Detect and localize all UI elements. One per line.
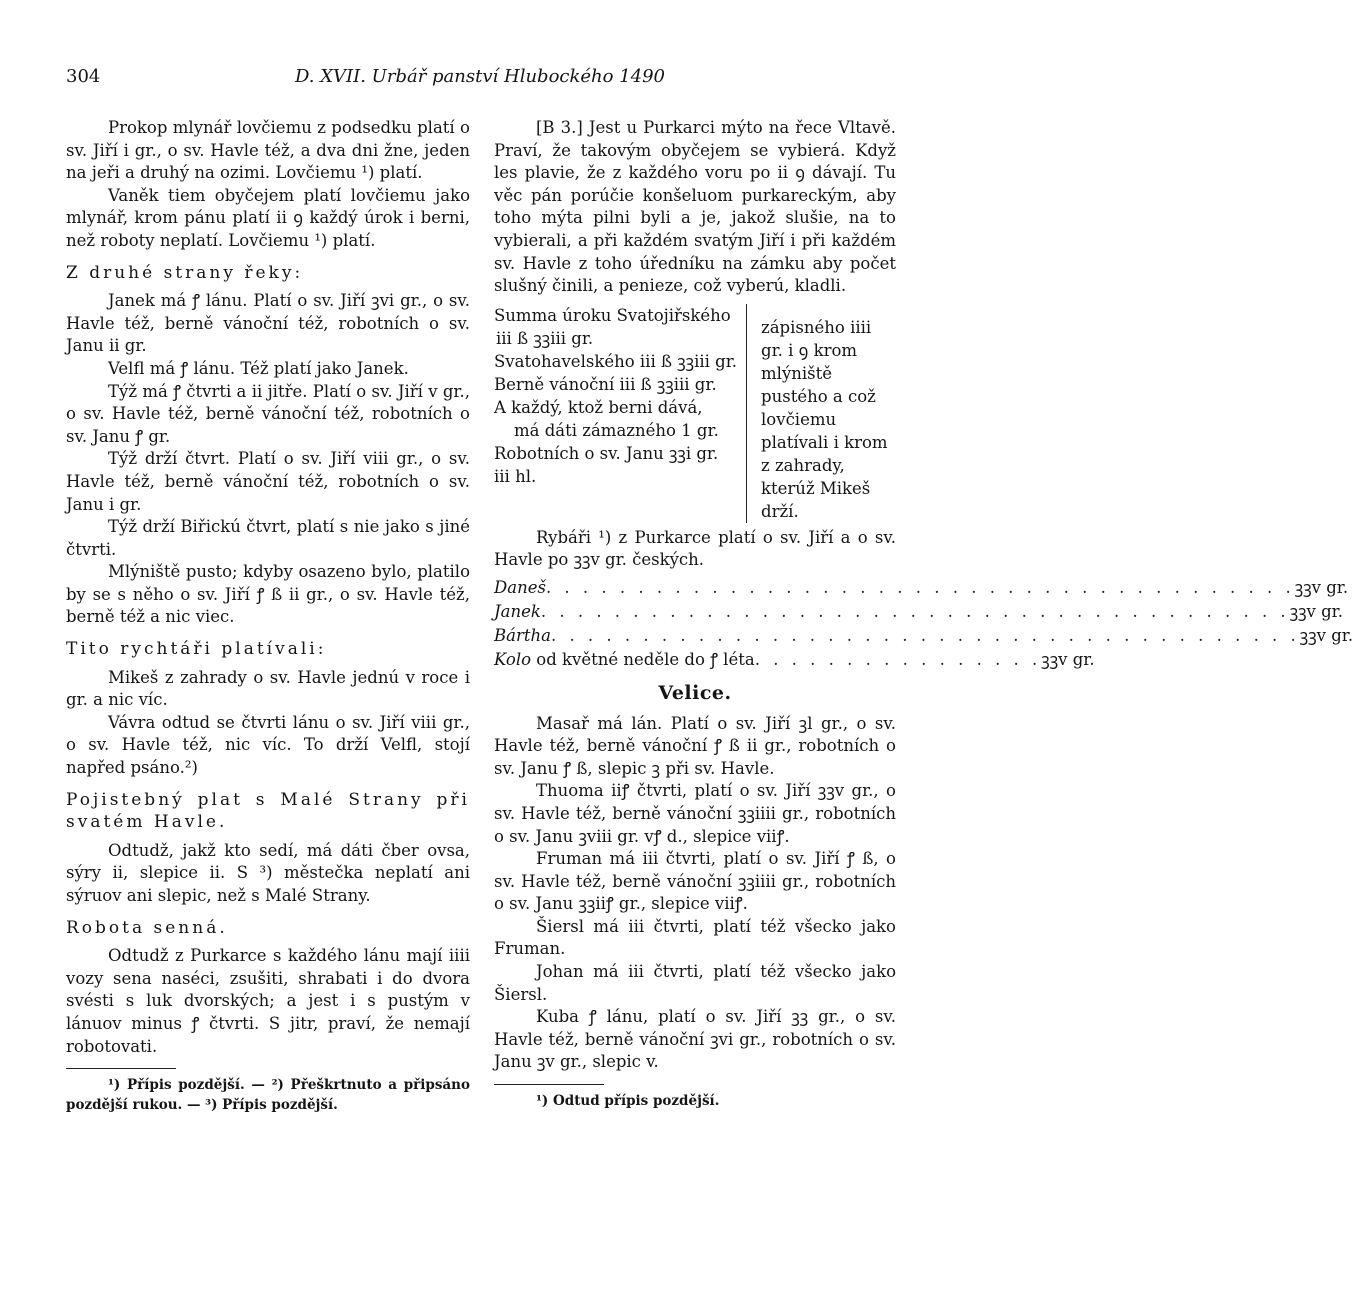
entry-janek: Janek má ꝭ lánu. Platí o sv. Jiří ꝫvi gr., o sv. Havle též, berně vánoční též, robotních o sv. Janu ii gr. <box>66 291 470 356</box>
left-footnote: ¹) Přípis pozdější. — ²) Přeškrtnuto a připsáno pozdější rukou. — ³) Přípis pozdější. <box>66 1077 470 1114</box>
item-amount: ꝫꝫv gr. <box>1299 625 1353 645</box>
entry-mikes: Mikeš z zahrady o sv. Havle jednú v roce i gr. a nic víc. <box>66 667 470 710</box>
item-name: Daneš <box>494 577 546 597</box>
summa-line: iii ß ꝫꝫiii gr. <box>496 328 594 348</box>
entry-biricka-ctvrt: Týž drží Biřickú čtvrt, platí s nie jako s jiné čtvrti. <box>66 517 470 559</box>
entry-tyz-drzi-ctvrt: Týž drží čtvrt. Platí o sv. Jiří viii gr., o sv. Havle též, berně vánoční též, robotních o sv. Janu i gr. <box>66 449 470 514</box>
item-amount: ꝫꝫv gr. <box>1294 577 1349 597</box>
footnote-rule <box>66 1068 176 1069</box>
dot-leader: . . . . . . . . . . . . . . . . . . . . . . . . . . . . . . . . . . . . . . . . . <box>545 577 1295 597</box>
list-item <box>494 624 1353 648</box>
entry-johan: Johan má iii čtvrti, platí též všecko jako Šiersl. <box>494 962 896 1004</box>
item-note: od květné neděle do ꝭ léta <box>536 649 755 669</box>
dot-leader: . . . . . . . . . . . . . . . . . . . . . . . . . . . . . . . . . . . . . . . . . <box>540 601 1290 621</box>
summa-line: má dáti zámazného 1 gr. <box>514 420 719 440</box>
entry-odtudz: Odtudž, jakž kto sedí, má dáti čber ovsa, sýry ii, slepice ii. S ³) městečka neplatí ani sýruov ani slepic, než s Malé Strany. <box>66 840 470 905</box>
section-heading-druhe-strany: Z druhé strany řeky: <box>66 262 304 283</box>
summa-block <box>494 304 896 523</box>
entry-kuba: Kuba ꝭ lánu, platí o sv. Jiří ꝫꝫ gr., o sv. Havle též, berně vánoční ꝫvi gr., robotních o sv. Janu ꝫv gr., slepic v. <box>494 1007 896 1072</box>
summa-line: Robotních o sv. Janu ꝫꝫi gr. <box>494 443 719 463</box>
item-name: Kolo <box>494 649 532 669</box>
section-heading-robota-senna: Robota senná. <box>66 917 228 938</box>
page-header <box>66 66 894 90</box>
dot-leader: . . . . . . . . . . . . . . . . . . . . . . . . . . . . . . . . . . . . . . . . . <box>550 625 1300 645</box>
entry-vavra: Vávra odtud se čtvrti lánu o sv. Jiří viii gr., o sv. Havle též, nic víc. To drží Velfl, stojí napřed psáno.²) <box>66 712 470 778</box>
footnote-rule <box>494 1084 604 1085</box>
section-heading-rychtari: Tito rychtáři platívali: <box>66 639 327 660</box>
entry-myto: [B 3.] Jest u Purkarci mýto na řece Vltavě. Praví, že takovým obyčejem se vybierá. Když les plavie, že z každého voru po ii ꝯ dávají. Tu věc pán porúčie konšeluom purkareckým, aby toho mýta pilni byli a je, jakož slušie, na to vybierali, a při každém svatým Jiří i při každém sv. Havle z toho úředníku na zámku aby počet slušný činili, a penieze, což vyberú, kladli. <box>494 118 896 296</box>
entry-mlyniste: Mlýniště pusto; kdyby osazeno bylo, platilo by se s něho o sv. Jiří ꝭ ß ii gr., o sv. Havle též, berně též a nic viec. <box>66 562 470 627</box>
entry-masar: Masař má lán. Platí o sv. Jiří ꝫl gr., o sv. Havle též, berně vánoční ꝭ ß ii gr., robotních o sv. Janu ꝭ ß, slepic ꝫ při sv. Havle. <box>494 713 896 778</box>
entry-rybari: Rybáři ¹) z Purkarce platí o sv. Jiří a o sv. Havle po ꝫꝫv gr. českých. <box>494 527 896 570</box>
entry-thuoma: Thuoma iiꝭ čtvrti, platí o sv. Jiří ꝫꝫv gr., o sv. Havle též, berně vánoční ꝫꝫiiii gr., robotních o sv. Janu ꝫviii gr. vꝭ d., slepice viiꝭ. <box>494 781 896 846</box>
list-item <box>494 576 1349 600</box>
summa-line: Berně vánoční iii ß ꝫꝫiii gr. <box>494 374 717 394</box>
page-number: 304 <box>66 66 101 87</box>
section-heading-velice: Velice. <box>658 681 732 704</box>
right-footnote: ¹) Odtud přípis pozdější. <box>536 1093 720 1110</box>
left-column <box>66 117 470 1115</box>
summa-line: A každý, ktož berni dává, <box>494 397 703 417</box>
summa-right <box>761 304 896 523</box>
item-name: Janek <box>494 601 541 621</box>
running-title: D. XVII. Urbář panství Hlubockého 1490 <box>294 66 666 87</box>
summa-line: Svatohavelského iii ß ꝫꝫiii gr. <box>494 351 738 371</box>
entry-siersl: Šiersl má iii čtvrti, platí též všecko jako Fruman. <box>494 916 896 959</box>
bracket-divider <box>746 304 755 523</box>
summa-line: iii hl. <box>494 466 537 486</box>
summa-note: zápisného iiii gr. i ꝯ krom mlýniště pustého a což lovčiemu platívali i krom z zahrady, kterúž Mikeš drží. <box>761 317 888 521</box>
list-item <box>494 600 1343 624</box>
summa-line: Summa úroku Svatojiřského <box>494 305 731 325</box>
entry-purkarce: Odtudž z Purkarce s každého lánu mají iiii vozy sena naséci, zsušiti, shrabati i do dvora svésti s luk dvorských; a jest i s pustým v lánuov minus ꝭ čtvrti. S jitr, praví, že nemají robotovati. <box>66 946 470 1056</box>
entry-velfl: Velfl má ꝭ lánu. Též platí jako Janek. <box>108 358 409 378</box>
dot-leader: . . . . . . . . . . . . . . . . <box>754 649 1042 669</box>
entry-fruman: Fruman má iii čtvrti, platí o sv. Jiří ꝭ ß, o sv. Havle též, berně vánoční ꝫꝫiiii gr., robotních o sv. Janu ꝫꝫiiꝭ gr., slepice viiꝭ. <box>494 849 896 914</box>
dotted-list <box>494 576 1353 672</box>
list-item <box>494 648 1095 672</box>
right-column <box>494 117 1353 1111</box>
summa-left <box>494 304 742 523</box>
entry-vanek: Vaněk tiem obyčejem platí lovčiemu jako mlynář, krom pánu platí ii ꝯ každý úrok i berni, než roboty neplatí. Lovčiemu ¹) platí. <box>66 185 470 250</box>
entry-prokop: Prokop mlynář lovčiemu z podsedku platí o sv. Jiří i gr., o sv. Havle též, a dva dni žne, jeden na jeři a druhý na ozimi. Lovčiemu ¹) platí. <box>66 118 470 183</box>
entry-tyz-ctvrti: Týž má ꝭ čtvrti a ii jitře. Platí o sv. Jiří v gr., o sv. Havle též, berně vánoční též, robotních o sv. Janu ꝭ gr. <box>66 381 470 446</box>
item-amount: ꝫꝫv gr. <box>1289 601 1343 621</box>
item-name: Bártha <box>494 625 551 645</box>
section-heading-pojistebny: Pojistebný plat s Malé Strany při svatém Havle. <box>66 789 470 833</box>
item-amount: ꝫꝫv gr. <box>1041 649 1095 669</box>
